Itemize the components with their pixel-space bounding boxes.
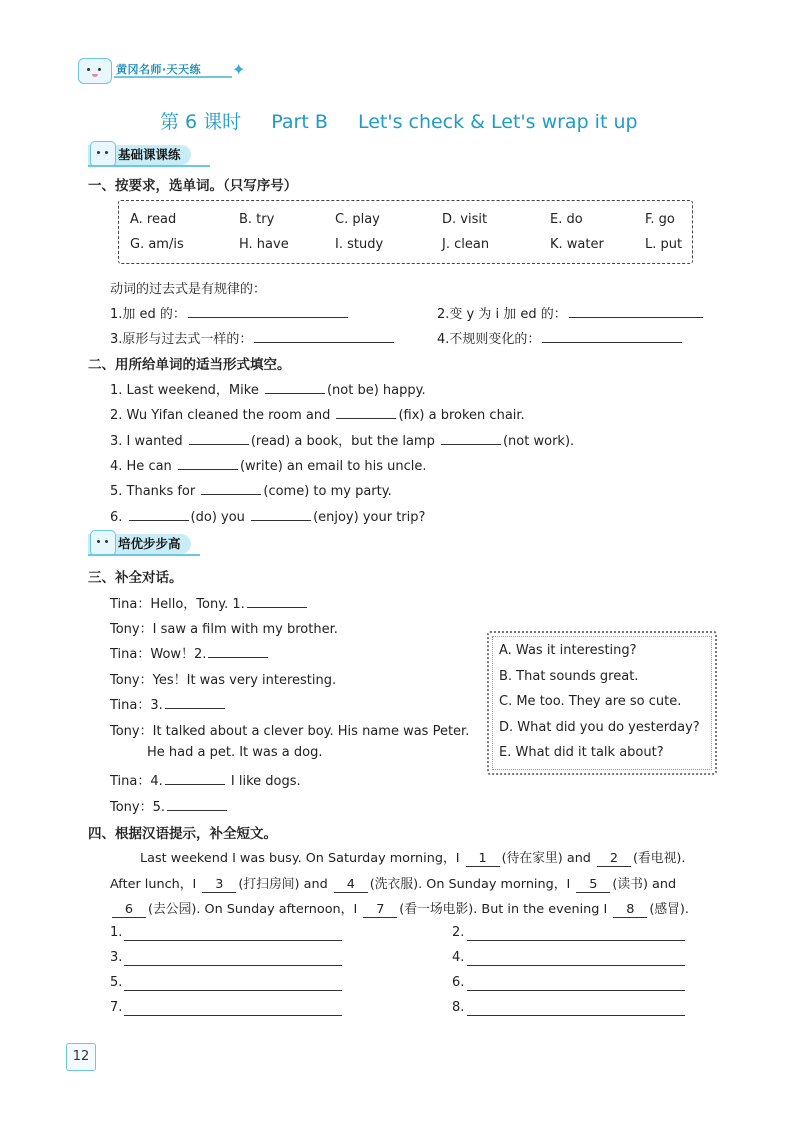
answer-line[interactable] xyxy=(124,1015,342,1016)
lesson-part: Part B xyxy=(271,111,328,133)
answer-number: 4. xyxy=(452,950,465,965)
word-bank-box xyxy=(118,200,693,264)
q1-item-1: 1.加 ed 的： xyxy=(110,303,350,322)
answer-number: 2. xyxy=(452,925,465,940)
answer-blank[interactable] xyxy=(265,380,325,394)
q1-intro: 动词的过去式是有规律的： xyxy=(110,282,267,297)
q2-line-2: 2. Wu Yifan cleaned the room and (fix) a broken chair. xyxy=(110,405,525,423)
answer-blank[interactable] xyxy=(167,797,227,811)
word-option: D. visit xyxy=(442,212,488,227)
numbered-blank[interactable]: 4 xyxy=(334,877,368,893)
answer-blank[interactable] xyxy=(569,304,703,318)
answer-blank[interactable] xyxy=(441,431,501,445)
dialogue-line: Tina：Wow！2. xyxy=(110,643,270,662)
answer-blank[interactable] xyxy=(247,594,307,608)
lesson-title xyxy=(160,107,638,134)
mascot-icon xyxy=(90,141,116,167)
q2-line-1: 1. Last weekend，Mike (not be) happy. xyxy=(110,379,426,398)
answer-number: 6. xyxy=(452,975,465,990)
word-option: I. study xyxy=(335,237,384,252)
numbered-blank[interactable]: 3 xyxy=(202,877,236,893)
answer-line[interactable] xyxy=(467,965,685,966)
passage-line-1: Last weekend I was busy. On Saturday morning，I 1 (待在家里) and 2 (看电视). xyxy=(140,851,686,866)
word-option: K. water xyxy=(550,237,604,252)
q1-item-2: 2.变 y 为 i 加 ed 的： xyxy=(437,303,705,322)
answer-number: 8. xyxy=(452,1000,465,1015)
word-option: F. go xyxy=(645,212,675,227)
word-option: L. put xyxy=(645,237,683,252)
numbered-blank[interactable]: 8 xyxy=(613,902,647,918)
word-option: H. have xyxy=(239,237,289,252)
header-logo xyxy=(78,58,248,82)
passage-line-3: 6 (去公园). On Sunday afternoon，I 7 (看一场电影). But in the evening I 8 (感冒). xyxy=(110,898,689,918)
dialogue-line: Tina：Hello，Tony. 1. xyxy=(110,593,309,612)
answer-number: 5. xyxy=(110,975,123,990)
choice-item: E. What did it talk about? xyxy=(499,745,664,760)
word-option: A. read xyxy=(130,212,177,227)
answer-line[interactable] xyxy=(467,940,685,941)
choice-item: A. Was it interesting? xyxy=(499,643,637,658)
answer-number: 1. xyxy=(110,925,123,940)
lesson-topic: Let's check & Let's wrap it up xyxy=(357,111,638,133)
word-option: C. play xyxy=(335,212,380,227)
answer-blank[interactable] xyxy=(178,456,238,470)
q1-heading: 一、按要求，选单词。（只写序号） xyxy=(88,178,298,194)
answer-blank[interactable] xyxy=(201,481,261,495)
numbered-blank[interactable]: 7 xyxy=(363,902,397,918)
mascot-icon xyxy=(78,58,112,84)
choice-item: C. Me too. They are so cute. xyxy=(499,694,682,709)
answer-blank[interactable] xyxy=(189,431,249,445)
lesson-number: 第 6 课时 xyxy=(160,111,242,133)
dialogue-line: Tony：I saw a film with my brother. xyxy=(110,622,338,637)
dialogue-line: Tony：Yes！It was very interesting. xyxy=(110,673,337,688)
answer-line[interactable] xyxy=(467,1015,685,1016)
answer-blank[interactable] xyxy=(165,771,225,785)
q1-item-3: 3.原形与过去式一样的： xyxy=(110,328,396,347)
numbered-blank[interactable]: 2 xyxy=(597,851,631,867)
word-option: E. do xyxy=(550,212,583,227)
dialogue-line: Tina：4. I like dogs. xyxy=(110,770,301,789)
numbered-blank[interactable]: 6 xyxy=(112,902,146,918)
dialogue-line: He had a pet. It was a dog. xyxy=(147,745,323,760)
dialogue-line: Tina：3. xyxy=(110,694,227,713)
choice-item: D. What did you do yesterday? xyxy=(499,720,700,735)
page-number: 12 xyxy=(66,1043,96,1071)
answer-blank[interactable] xyxy=(254,329,394,343)
answer-line[interactable] xyxy=(124,940,342,941)
answer-blank[interactable] xyxy=(251,507,311,521)
answer-line[interactable] xyxy=(467,990,685,991)
answer-line[interactable] xyxy=(124,965,342,966)
answer-line[interactable] xyxy=(124,990,342,991)
answer-blank[interactable] xyxy=(208,644,268,658)
word-option: J. clean xyxy=(442,237,490,252)
q2-line-6: 6. (do) you (enjoy) your trip? xyxy=(110,507,425,525)
choice-item: B. That sounds great. xyxy=(499,669,639,684)
q2-heading: 二、用所给单词的适当形式填空。 xyxy=(88,357,291,373)
answer-blank[interactable] xyxy=(188,304,348,318)
word-option: B. try xyxy=(239,212,275,227)
passage-line-2: After lunch，I 3 (打扫房间) and 4 (洗衣服). On Sunday morning，I 5 (读书) and xyxy=(110,877,677,892)
answer-blank[interactable] xyxy=(542,329,682,343)
q2-line-4: 4. He can (write) an email to his uncle. xyxy=(110,456,427,474)
q2-line-3: 3. I wanted (read) a book，but the lamp (not work). xyxy=(110,430,574,449)
q3-heading: 三、补全对话。 xyxy=(88,570,183,586)
numbered-blank[interactable]: 1 xyxy=(466,851,500,867)
q1-item-4: 4.不规则变化的： xyxy=(437,328,684,347)
numbered-blank[interactable]: 5 xyxy=(576,877,610,893)
mascot-icon xyxy=(90,530,116,556)
dialogue-line: Tony：It talked about a clever boy. His name was Peter. xyxy=(110,724,470,739)
answer-blank[interactable] xyxy=(129,507,189,521)
q2-line-5: 5. Thanks for (come) to my party. xyxy=(110,481,392,499)
section-tag-advanced: 培优步步高 xyxy=(88,534,191,554)
answer-number: 7. xyxy=(110,1000,123,1015)
brand-text: 黄冈名师·天天练 xyxy=(116,63,202,76)
answer-blank[interactable] xyxy=(165,695,225,709)
word-option: G. am/is xyxy=(130,237,184,252)
answer-blank[interactable] xyxy=(336,405,396,419)
sparkle-icon: ✦ xyxy=(232,60,246,79)
dialogue-line: Tony：5. xyxy=(110,796,229,815)
section-tag-basic: 基础课课练 xyxy=(88,145,191,165)
q4-heading: 四、根据汉语提示，补全短文。 xyxy=(88,826,277,842)
answer-number: 3. xyxy=(110,950,123,965)
